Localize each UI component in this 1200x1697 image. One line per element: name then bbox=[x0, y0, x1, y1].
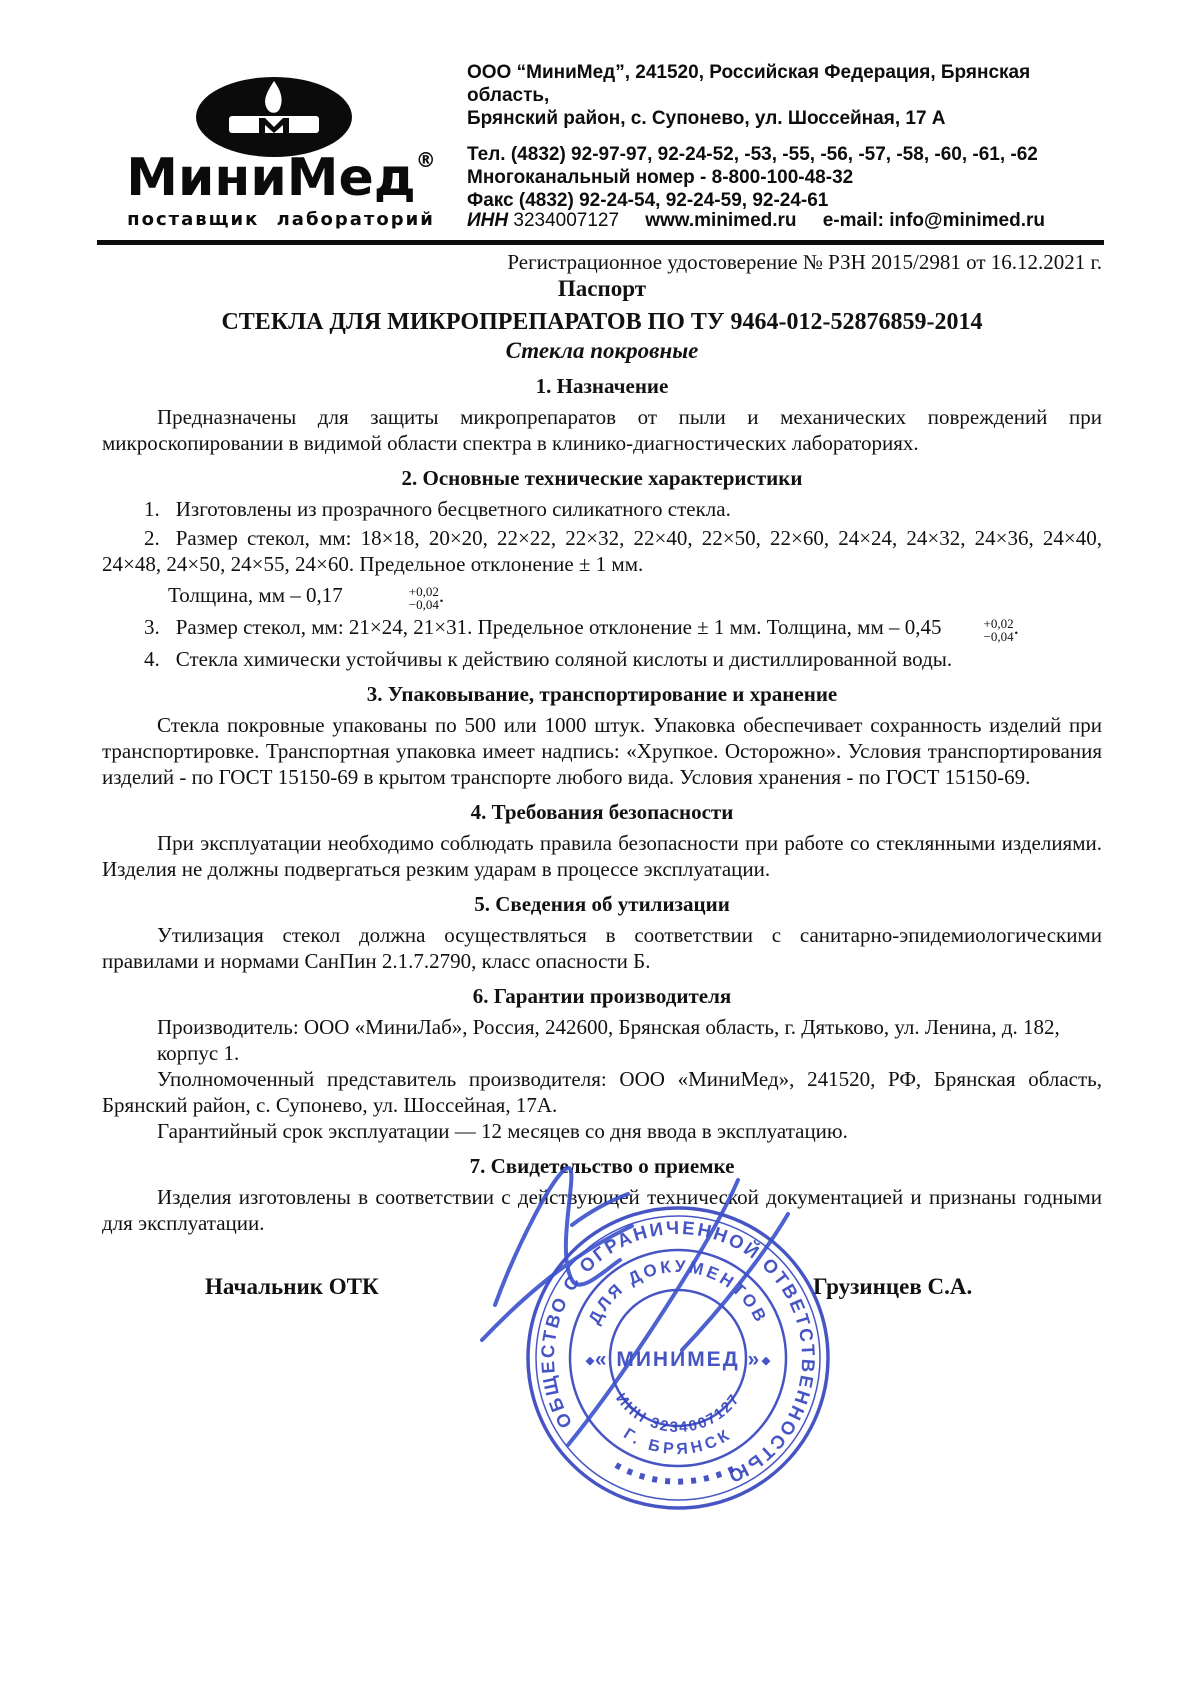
section4-paragraph: При эксплуатации необходимо соблюдать правила безопасности при работе со стеклянными изделиями. Изделия не должны подвергаться резким ударам в процессе эксплуатации. bbox=[102, 831, 1102, 881]
stamp-left-diamond-icon: ◆ bbox=[585, 1355, 595, 1367]
brand-wordmark bbox=[116, 148, 446, 208]
stamp-outer-text: ОБЩЕСТВО С ОГРАНИЧЕННОЙ ОТВЕТСТВЕННОСТЬЮ bbox=[536, 1216, 820, 1489]
stamp-city-text: Г. БРЯНСК bbox=[620, 1425, 736, 1459]
company-stamp bbox=[420, 1130, 900, 1550]
thickness-tolerance bbox=[942, 617, 1014, 643]
item-text: Размер стекол, мм: 21×24, 21×31. Предельное отклонение ± 1 мм. Толщина, мм – 0,45 bbox=[175, 615, 942, 639]
registered-trademark-icon: ® bbox=[415, 148, 436, 172]
section7-heading: 7. Свидетельство о приемке bbox=[469, 1154, 735, 1178]
section3-paragraph: Стекла покровные упакованы по 500 или 1000 штук. Упаковка обеспечивает сохранность изделий при транспортировке. Транспортная упаковка имеет надпись: «Хрупкое. Осторожно». Условия транспортирования изделий - по ГОСТ 15150-69 в крытом транспорте любого вида. Условия хранения - по ГОСТ 15150-69. bbox=[102, 713, 1102, 789]
section2-item4 bbox=[102, 646, 1102, 672]
section7-paragraph: Изделия изготовлены в соответствии с действующей технической документацией и признаны годными для эксплуатации. bbox=[102, 1185, 1102, 1235]
section6-manufacturer-line: Производитель: ООО «МиниЛаб», Россия, 242600, Брянская область, г. Дятьково, ул. Ленина, д. 182, bbox=[157, 1015, 1060, 1039]
section5-heading: 5. Сведения об утилизации bbox=[474, 892, 730, 916]
item-number: 2. bbox=[144, 526, 160, 550]
item-period: . bbox=[1013, 615, 1019, 639]
section6-heading: 6. Гарантии производителя bbox=[472, 984, 732, 1008]
header-divider bbox=[97, 240, 1104, 245]
company-website: www.minimed.ru bbox=[645, 210, 797, 231]
inn-label: ИНН bbox=[467, 210, 509, 231]
tolerance-lower: −0,04 bbox=[408, 597, 439, 612]
section2-heading: 2. Основные технические характеристики bbox=[401, 466, 803, 490]
tolerance-upper: +0,02 bbox=[983, 616, 1014, 631]
signer-position-title: Начальник ОТК bbox=[205, 1274, 379, 1299]
section6-warranty: Гарантийный срок эксплуатации — 12 месяцев со дня ввода в эксплуатацию. bbox=[157, 1119, 848, 1143]
thickness-label: Толщина, мм – 0,17 bbox=[168, 583, 343, 607]
item-number: 4. bbox=[144, 647, 160, 671]
item-text: Изготовлены из прозрачного бесцветного силикатного стекла. bbox=[175, 497, 731, 521]
document-type: Паспорт bbox=[557, 276, 647, 301]
brand-text: МиниМед bbox=[126, 148, 416, 208]
section2-item3 bbox=[102, 614, 1102, 643]
section6-manufacturer-line2: корпус 1. bbox=[157, 1041, 240, 1065]
section6-representative: Уполномоченный представитель производителя: ООО «МиниМед», 241520, РФ, Брянская область, Брянский район, с. Супонево, ул. Шоссейная, 17А. bbox=[102, 1067, 1102, 1117]
section2-item2 bbox=[102, 525, 1102, 577]
section4-heading: 4. Требования безопасности bbox=[470, 800, 734, 824]
company-fax: Факс (4832) 92-24-54, 92-24-59, 92-24-61 bbox=[467, 190, 829, 211]
stamp-worn-bottom-arc bbox=[616, 1465, 740, 1482]
item-text: Размер стекол, мм: 18×18, 20×20, 22×22, 22×32, 22×40, 22×50, 22×60, 24×24, 24×32, 24×36, 24×40, 24×48, 24×50, 24×55, 24×60. Предельное отклонение ± 1 мм. bbox=[102, 526, 1102, 576]
company-info-block bbox=[467, 61, 1067, 212]
document-title: СТЕКЛА ДЛЯ МИКРОПРЕПАРАТОВ ПО ТУ 9464-012-52876859-2014 bbox=[221, 309, 983, 335]
tolerance-lower: −0,04 bbox=[983, 629, 1014, 644]
document-body bbox=[102, 276, 1102, 1236]
company-address-line2: Брянский район, с. Супонево, ул. Шоссейная, 17 А bbox=[467, 108, 946, 129]
item-number: 3. bbox=[144, 615, 160, 639]
stamp-for-documents-text: ДЛЯ ДОКУМЕНТОВ bbox=[584, 1256, 772, 1328]
section1-paragraph: Предназначены для защиты микропрепаратов от пыли и механических повреждений при микроскопировании в видимой области спектра в клинико-диагностических лабораториях. bbox=[102, 405, 1102, 455]
section2-item1 bbox=[102, 496, 1102, 522]
section3-heading: 3. Упаковывание, транспортирование и хранение bbox=[366, 682, 838, 706]
stamp-center-name: « МИНИМЕД » bbox=[594, 1348, 762, 1371]
company-address-line1: ООО “МиниМед”, 241520, Российская Федерация, Брянская область, bbox=[467, 62, 1031, 106]
item-number: 1. bbox=[144, 497, 160, 521]
signer-name: Грузинцев С.А. bbox=[813, 1274, 973, 1299]
section1-heading: 1. Назначение bbox=[535, 374, 669, 398]
inn-web-email-row bbox=[467, 210, 1045, 232]
company-email: e-mail: info@minimed.ru bbox=[822, 210, 1045, 231]
thickness-line bbox=[102, 582, 1102, 611]
stamp-inn-text: ИНН 3234007127 bbox=[612, 1390, 744, 1437]
item-text: Стекла химически устойчивы к действию соляной кислоты и дистиллированной воды. bbox=[175, 647, 953, 671]
thickness-tolerance bbox=[343, 585, 439, 611]
company-phones: Тел. (4832) 92-97-97, 92-24-52, -53, -55, -56, -57, -58, -60, -61, -62 bbox=[467, 144, 1038, 165]
company-multichannel: Многоканальный номер - 8-800-100-48-32 bbox=[467, 167, 854, 188]
section5-paragraph: Утилизация стекол должна осуществляться в соответствии с санитарно-эпидемиологическими правилами и нормами СанПин 2.1.7.2790, класс опасности Б. bbox=[102, 923, 1102, 973]
inn-value: 3234007127 bbox=[513, 210, 620, 231]
company-inn bbox=[467, 210, 619, 232]
registration-certificate-line: Регистрационное удостоверение № РЗН 2015/2981 от 16.12.2021 г. bbox=[507, 250, 1102, 274]
stamp-right-diamond-icon: ◆ bbox=[761, 1355, 771, 1367]
tolerance-upper: +0,02 bbox=[408, 584, 439, 599]
thickness-period: . bbox=[438, 583, 445, 607]
document-subtitle: Стекла покровные bbox=[505, 338, 699, 363]
brand-tagline: поставщик лабораторий bbox=[127, 209, 435, 230]
